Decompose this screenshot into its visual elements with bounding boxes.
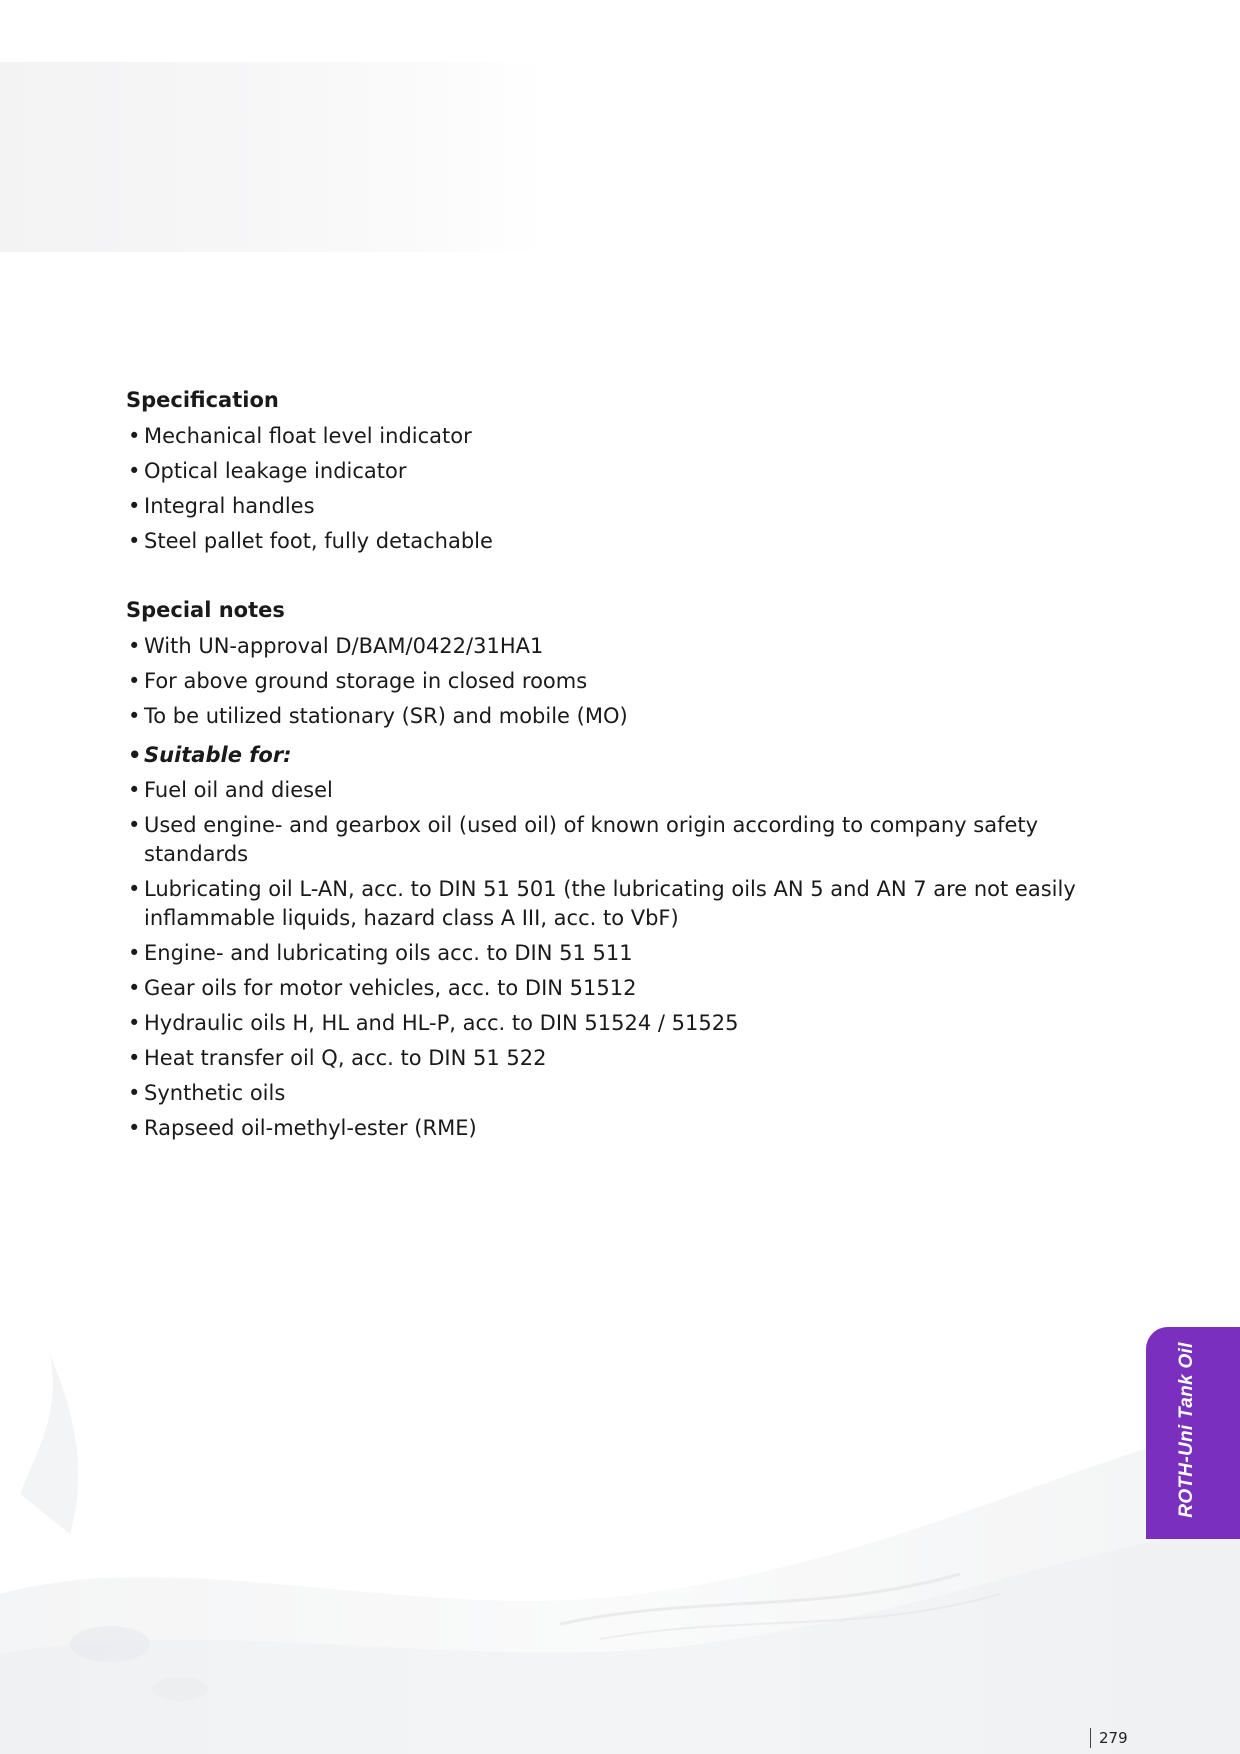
list-item: • To be utilized stationary (SR) and mobile (MO) [126,702,1086,731]
list-item: • With UN-approval D/BAM/0422/31HA1 [126,632,1086,661]
list-item: • Optical leakage indicator [126,457,1086,486]
section-side-tab-label: ROTH-Uni Tank Oil [1176,1342,1197,1518]
header-image-placeholder [0,62,545,252]
list-item: • Fuel oil and diesel [126,776,1086,805]
list-item: • For above ground storage in closed rooms [126,667,1086,696]
list-item: • Steel pallet foot, fully detachable [126,527,1086,556]
special-notes-heading: Special notes [126,598,285,622]
specification-list [126,422,1086,556]
list-item: • Synthetic oils [126,1079,1086,1108]
special-notes-list [126,632,1086,1143]
list-item: • Heat transfer oil Q, acc. to DIN 51 522 [126,1044,1086,1073]
specification-heading: Specification [126,388,279,412]
list-item: • Lubricating oil L-AN, acc. to DIN 51 501 (the lubricating oils AN 5 and AN 7 are not easily inflammable liquids, hazard class A III, acc. to VbF) [126,875,1086,933]
suitable-for-label: • Suitable for: [126,741,1086,770]
main-content [126,386,1086,1149]
list-item: • Used engine- and gearbox oil (used oil) of known origin according to company safety standards [126,811,1086,869]
water-splash-background [0,1294,1240,1754]
page-number: 279 [1090,1728,1128,1748]
list-item: • Mechanical float level indicator [126,422,1086,451]
list-item: • Rapseed oil-methyl-ester (RME) [126,1114,1086,1143]
list-item: • Gear oils for motor vehicles, acc. to DIN 51512 [126,974,1086,1003]
list-item: • Hydraulic oils H, HL and HL-P, acc. to DIN 51524 / 51525 [126,1009,1086,1038]
list-item: • Integral handles [126,492,1086,521]
list-item: • Engine- and lubricating oils acc. to DIN 51 511 [126,939,1086,968]
